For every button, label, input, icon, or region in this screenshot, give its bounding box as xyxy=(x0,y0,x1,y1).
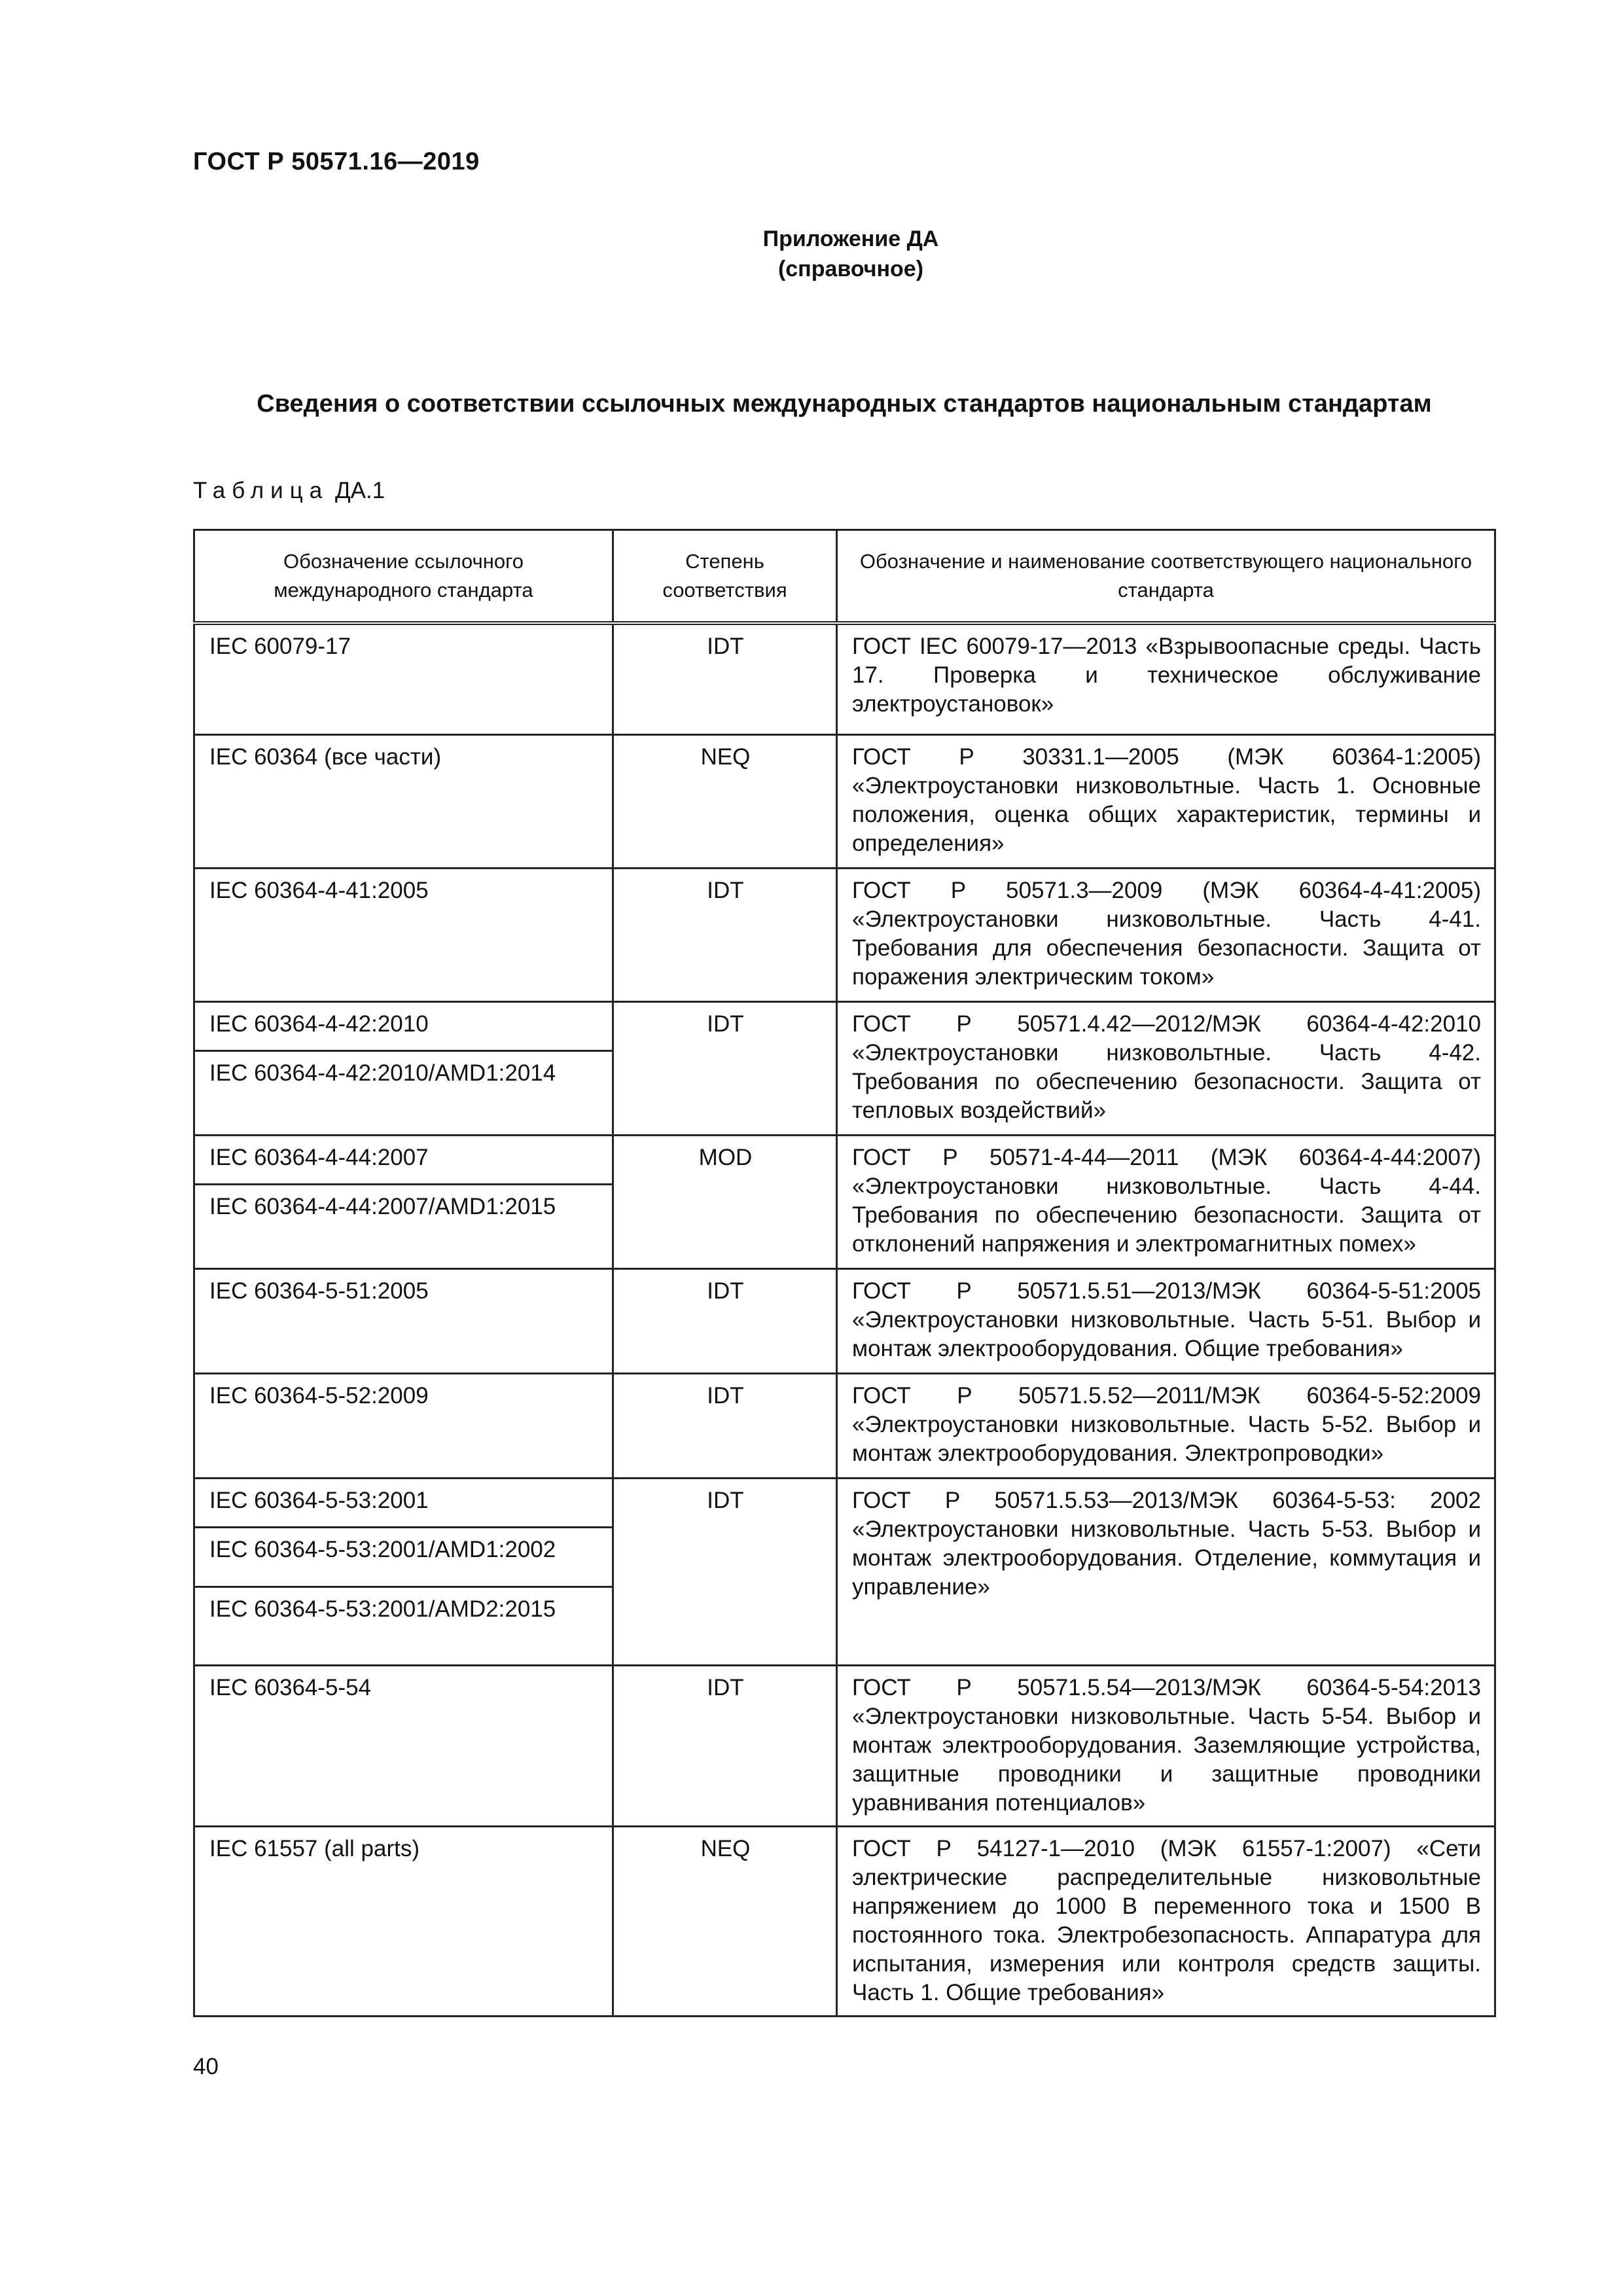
ref-standard-cell: IEC 60364-5-54 xyxy=(194,1665,613,1826)
degree-cell: IDT xyxy=(613,623,837,734)
appendix-subtitle: (справочное) xyxy=(777,257,924,281)
national-standard-cell: ГОСТ Р 30331.1—2005 (МЭК 60364-1:2005) «Электроустановки низковольтные. Часть 1. Основные положения, оценка общих характеристик, термины и определения» xyxy=(837,734,1495,868)
table-caption xyxy=(193,478,385,504)
degree-cell: MOD xyxy=(613,1135,837,1268)
national-standard-cell: ГОСТ IEC 60079-17—2013 «Взрывоопасные среды. Часть 17. Проверка и техническое обслуживание электроустановок» xyxy=(837,623,1495,734)
ref-standard-cell: IEC 60364-5-53:2001/AMD2:2015 xyxy=(194,1587,613,1665)
ref-standard-cell: IEC 61557 (all parts) xyxy=(194,1826,613,2016)
column-header-reference: Обозначение ссылочного международного стандарта xyxy=(194,530,613,624)
national-standard-cell: ГОСТ Р 50571.5.51—2013/МЭК 60364-5-51:2005 «Электроустановки низковольтные. Часть 5-51. Выбор и монтаж электрооборудования. Общие требования» xyxy=(837,1268,1495,1373)
table-row xyxy=(194,734,1495,868)
column-header-degree: Степень соответствия xyxy=(613,530,837,624)
ref-standard-cell: IEC 60364-4-41:2005 xyxy=(194,868,613,1001)
ref-standard-cell: IEC 60364-5-53:2001/AMD1:2002 xyxy=(194,1527,613,1587)
table-row xyxy=(194,1478,1495,1527)
table-row xyxy=(194,1001,1495,1050)
national-standard-cell: ГОСТ Р 50571.4.42—2012/МЭК 60364-4-42:2010 «Электроустановки низковольтные. Часть 4-42. Требования по обеспечению безопасности. Защита от тепловых воздействий» xyxy=(837,1001,1495,1135)
ref-standard-cell: IEC 60364-5-51:2005 xyxy=(194,1268,613,1373)
ref-standard-cell: IEC 60364 (все части) xyxy=(194,734,613,868)
national-standard-cell: ГОСТ Р 50571.5.52—2011/МЭК 60364-5-52:2009 «Электроустановки низковольтные. Часть 5-52. Выбор и монтаж электрооборудования. Электропроводки» xyxy=(837,1373,1495,1478)
table-row xyxy=(194,1268,1495,1373)
ref-standard-cell: IEC 60364-4-44:2007/AMD1:2015 xyxy=(194,1184,613,1268)
degree-cell: IDT xyxy=(613,1001,837,1135)
ref-standard-cell: IEC 60364-5-53:2001 xyxy=(194,1478,613,1527)
table-header-row xyxy=(194,530,1495,624)
table-row xyxy=(194,1826,1495,2016)
table-caption-word: Таблица xyxy=(193,478,329,503)
table-row xyxy=(194,1665,1495,1826)
ref-standard-cell: IEC 60364-5-52:2009 xyxy=(194,1373,613,1478)
ref-standard-cell: IEC 60079-17 xyxy=(194,623,613,734)
national-standard-cell: ГОСТ Р 50571-4-44—2011 (МЭК 60364-4-44:2007) «Электроустановки низковольтные. Часть 4-44. Требования по обеспечению безопасности. Защита от отклонений напряжения и электромагнитных помех» xyxy=(837,1135,1495,1268)
degree-cell: NEQ xyxy=(613,1826,837,2016)
table-caption-number: ДА.1 xyxy=(334,478,385,503)
ref-standard-cell: IEC 60364-4-42:2010 xyxy=(194,1001,613,1050)
appendix-title: Приложение ДА xyxy=(762,226,939,251)
document-code: ГОСТ Р 50571.16—2019 xyxy=(193,148,480,175)
ref-standard-cell: IEC 60364-4-44:2007 xyxy=(194,1135,613,1184)
national-standard-cell: ГОСТ Р 50571.5.54—2013/МЭК 60364-5-54:2013 «Электроустановки низковольтные. Часть 5-54. Выбор и монтаж электрооборудования. Заземляющие устройства, защитные проводники и защитные проводники уравнивания потенциалов» xyxy=(837,1665,1495,1826)
degree-cell: NEQ xyxy=(613,734,837,868)
table-row xyxy=(194,868,1495,1001)
reference-standards-table xyxy=(193,529,1496,2017)
table-row xyxy=(194,1373,1495,1478)
ref-standard-cell: IEC 60364-4-42:2010/AMD1:2014 xyxy=(194,1050,613,1135)
degree-cell: IDT xyxy=(613,1373,837,1478)
degree-cell: IDT xyxy=(613,1665,837,1826)
section-title: Сведения о соответствии ссылочных международных стандартов национальным стандартам xyxy=(257,390,1432,418)
page-number: 40 xyxy=(193,2054,219,2079)
degree-cell: IDT xyxy=(613,1478,837,1665)
column-header-national: Обозначение и наименование соответствующего национального стандарта xyxy=(837,530,1495,624)
national-standard-cell: ГОСТ Р 54127-1—2010 (МЭК 61557-1:2007) «Сети электрические распределительные низковольтные напряжением до 1000 В переменного тока и 1500 В постоянного тока. Электробезопасность. Аппаратура для испытания, измерения или контроля средств защиты. Часть 1. Общие требования» xyxy=(837,1826,1495,2016)
national-standard-cell: ГОСТ Р 50571.5.53—2013/МЭК 60364-5-53: 2002 «Электроустановки низковольтные. Часть 5-53. Выбор и монтаж электрооборудования. Отделение, коммутация и управление» xyxy=(837,1478,1495,1665)
table-row xyxy=(194,623,1495,734)
degree-cell: IDT xyxy=(613,868,837,1001)
degree-cell: IDT xyxy=(613,1268,837,1373)
table-row xyxy=(194,1135,1495,1184)
national-standard-cell: ГОСТ Р 50571.3—2009 (МЭК 60364-4-41:2005) «Электроустановки низковольтные. Часть 4-41. Требования для обеспечения безопасности. Защита от поражения электрическим током» xyxy=(837,868,1495,1001)
